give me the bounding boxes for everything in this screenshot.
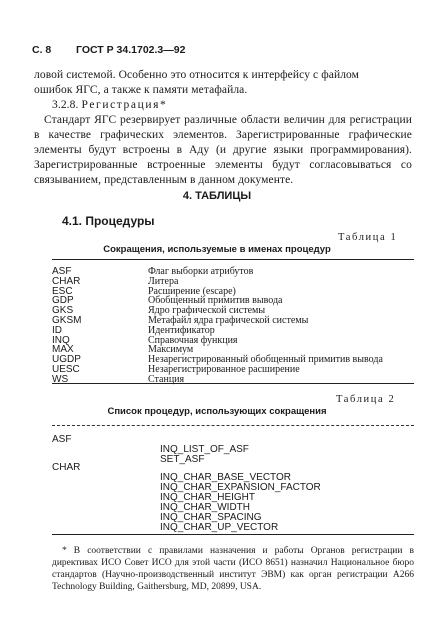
table1-desc: Обобщенный примитив вывода — [148, 295, 283, 307]
table2-abbr: CHAR — [52, 462, 81, 473]
section-4-title: 4. ТАБЛИЦЫ — [182, 190, 252, 202]
table1-abbr: INQ — [52, 334, 70, 346]
table1-abbr: UESC — [52, 364, 80, 375]
table2-top-rule — [52, 425, 414, 426]
table2-bottom-rule — [52, 534, 414, 535]
page-number: С. 8 — [32, 44, 52, 56]
table2-caption: Список процедур, использующих сокращения — [107, 406, 327, 417]
table1-abbr: ASF — [52, 266, 72, 277]
table2-procedure: INQ_CHAR_EXPANSION_FACTOR — [160, 482, 321, 493]
table1-abbr: GDP — [52, 295, 74, 307]
registration-paragraph: Стандарт ЯГС резервирует различные области величин для регистрации в качестве графических элементов. Зарегистрированные графические элементы будут встроены в Аду (и другие языки программирования). Зарегистрированные встроенные элементы будут согласовываться со связыванием, представленным в данном документе. — [34, 114, 412, 186]
table1-abbr: ESC — [52, 285, 73, 297]
section-title: Регистрация* — [81, 99, 168, 111]
table1-abbr: WS — [52, 373, 69, 385]
table1-abbr: ID — [52, 324, 62, 336]
standard-number: ГОСТ Р 34.1702.3—92 — [76, 44, 186, 56]
table1-desc: Максимум — [148, 344, 194, 356]
table2-procedure: SET_ASF — [160, 454, 205, 465]
table2-procedure: INQ_CHAR_HEIGHT — [160, 492, 256, 503]
table2-procedure: INQ_LIST_OF_ASF — [160, 444, 249, 455]
table2-procedure: INQ_CHAR_SPACING — [160, 512, 262, 523]
table2-abbr: ASF — [52, 434, 72, 445]
table1-bottom-rule — [52, 383, 414, 384]
table1-desc: Расширение (escape) — [148, 285, 236, 297]
table2-procedure: INQ_CHAR_BASE_VECTOR — [160, 472, 291, 483]
table1-desc: Справочная функция — [148, 334, 238, 346]
table1-desc: Идентификатор — [148, 324, 215, 336]
section-heading — [52, 98, 167, 113]
text-line-2: ошибок ЯГС, а также к памяти метафайла. — [34, 84, 248, 96]
table1-desc: Флаг выборки атрибутов — [148, 266, 254, 277]
subsection-4-1-title: 4.1. Процедуры — [62, 214, 155, 228]
table1-abbr: MAX — [52, 344, 74, 356]
table1-abbr: UGDP — [52, 354, 81, 366]
table1-desc: Метафайл ядра графической системы — [148, 315, 309, 326]
table2-procedure: INQ_CHAR_WIDTH — [160, 502, 251, 513]
table1-desc: Литера — [148, 275, 179, 287]
table1-abbr: GKS — [52, 305, 74, 317]
table2-label: Таблица 2 — [336, 394, 396, 405]
table1-abbr: GKSM — [52, 315, 82, 326]
text-line-1: ловой системой. Особенно это относится к интерфейсу с файлом — [34, 69, 360, 81]
table2-procedure: INQ_CHAR_UP_VECTOR — [160, 522, 279, 533]
section-number: 3.2.8. — [52, 99, 79, 111]
footnote: * В соответствии с правилами назначения и работы Органов регистрации в директивах ИСО Совет ИСО для этой части (ИСО 8651) назначил Национальное бюро стандартов (Научно-производственный институт ЭВМ) как орган регистрации A266 Technology Building, Gaithersburg, MD, 20899, USA. — [52, 546, 414, 592]
table1-desc: Ядро графической системы — [148, 305, 266, 317]
table1-desc: Незарегистрированное расширение — [148, 364, 300, 375]
table1-desc: Станция — [148, 373, 185, 385]
table1-top-rule — [52, 259, 414, 260]
table1-desc: Незарегистрированный обобщенный примитив вывода — [148, 354, 383, 366]
table1-abbr: CHAR — [52, 275, 81, 287]
table1-caption: Сокращения, используемые в именах процедур — [103, 244, 331, 255]
table1-label: Таблица 1 — [338, 232, 398, 243]
